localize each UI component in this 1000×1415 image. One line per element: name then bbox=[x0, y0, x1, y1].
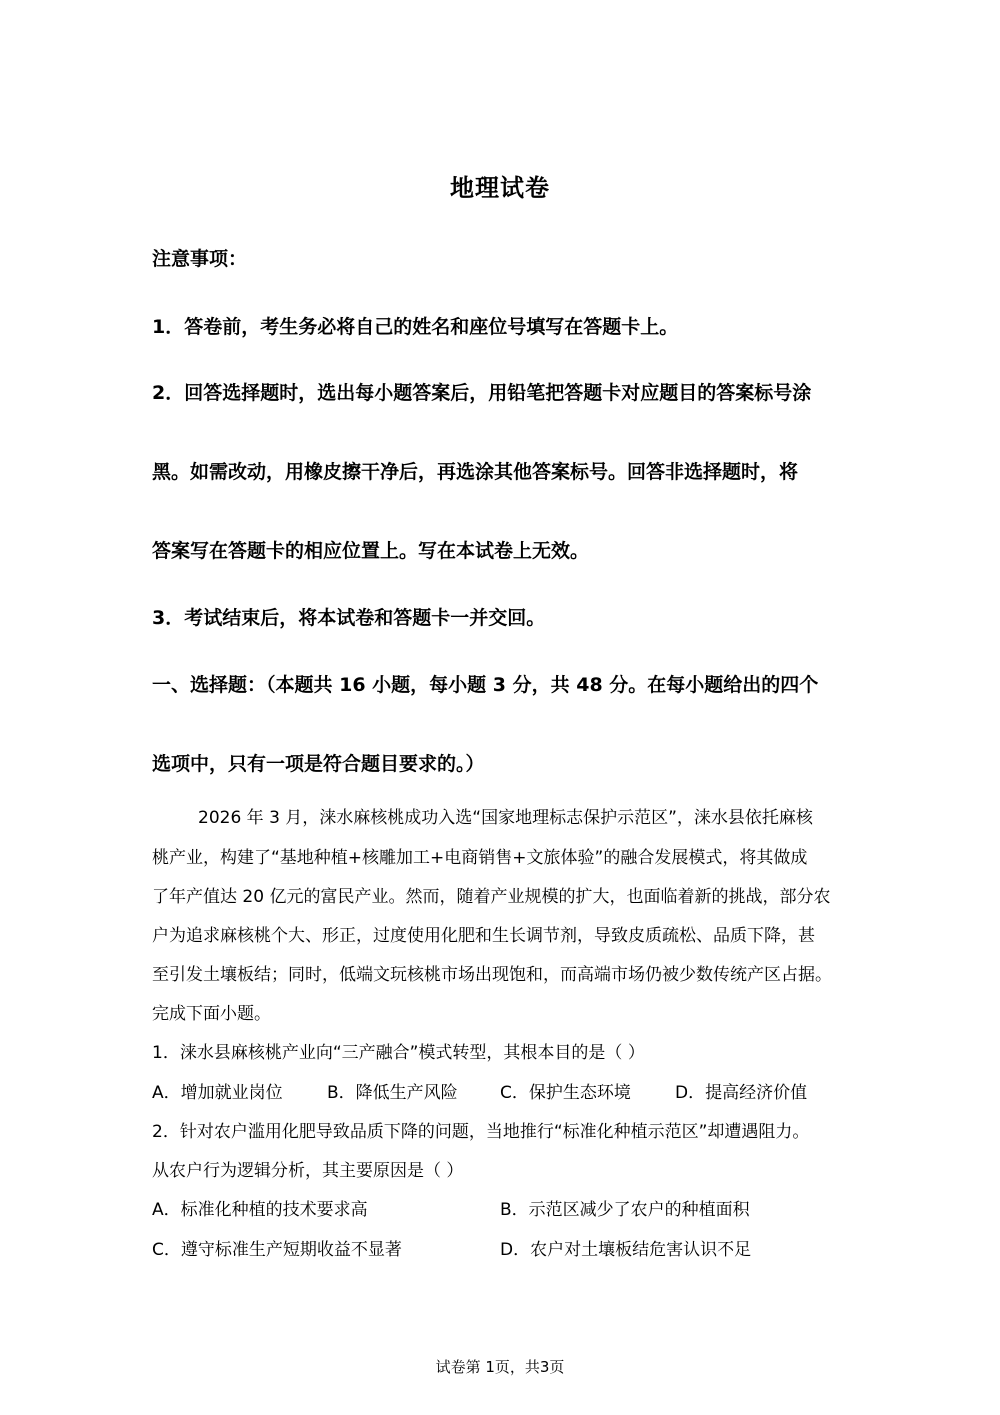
question-2-option-d: D．农户对土壤板结危害认识不足 bbox=[500, 1240, 752, 1260]
passage-line-2: 桃产业，构建了“基地种植+核雕加工+电商销售+文旅体验”的融合发展模式，将其做成 bbox=[152, 848, 808, 868]
passage-line-1: 2026 年 3 月，涞水麻核桃成功入选“国家地理标志保护示范区”，涞水县依托麻核 bbox=[198, 808, 813, 828]
question-1-option-b: B．降低生产风险 bbox=[327, 1083, 458, 1103]
notice-item-1: 1．答卷前，考生务必将自己的姓名和座位号填写在答题卡上。 bbox=[152, 316, 679, 338]
notice-heading: 注意事项： bbox=[152, 248, 248, 270]
page-title: 地理试卷 bbox=[450, 174, 550, 202]
passage-line-6: 完成下面小题。 bbox=[152, 1004, 271, 1024]
question-2-stem-line-1: 2．针对农户滥用化肥导致品质下降的问题，当地推行“标准化种植示范区”却遭遇阻力。 bbox=[152, 1122, 810, 1142]
question-2-option-a: A．标准化种植的技术要求高 bbox=[152, 1200, 368, 1220]
question-2-option-c: C．遵守标准生产短期收益不显著 bbox=[152, 1240, 402, 1260]
passage-line-3: 了年产值达 20 亿元的富民产业。然而，随着产业规模的扩大，也面临着新的挑战，部分农 bbox=[152, 887, 831, 907]
notice-item-2-line-2: 黑。如需改动，用橡皮擦干净后，再选涂其他答案标号。回答非选择题时，将 bbox=[152, 461, 799, 483]
notice-item-2-line-3: 答案写在答题卡的相应位置上。写在本试卷上无效。 bbox=[152, 540, 590, 562]
question-1-option-c: C．保护生态环境 bbox=[500, 1083, 631, 1103]
passage-line-4: 户为追求麻核桃个大、形正，过度使用化肥和生长调节剂，导致皮质疏松、品质下降，甚 bbox=[152, 926, 815, 946]
question-1-stem: 1．涞水县麻核桃产业向“三产融合”模式转型，其根本目的是（ ） bbox=[152, 1043, 645, 1063]
question-2-option-b: B．示范区减少了农户的种植面积 bbox=[500, 1200, 750, 1220]
question-1-option-a: A．增加就业岗位 bbox=[152, 1083, 283, 1103]
notice-item-2-line-1: 2．回答选择题时，选出每小题答案后，用铅笔把答题卡对应题目的答案标号涂 bbox=[152, 382, 812, 404]
question-1-option-d: D．提高经济价值 bbox=[675, 1083, 808, 1103]
question-2-stem-line-2: 从农户行为逻辑分析，其主要原因是（ ） bbox=[152, 1161, 464, 1181]
notice-item-3: 3．考试结束后，将本试卷和答题卡一并交回。 bbox=[152, 607, 546, 629]
section-heading-line-2: 选项中，只有一项是符合题目要求的。） bbox=[152, 753, 485, 775]
page-footer: 试卷第 1页，共3页 bbox=[435, 1358, 565, 1376]
section-heading-line-1: 一、选择题：（本题共 16 小题，每小题 3 分，共 48 分。在每小题给出的四个 bbox=[152, 674, 819, 696]
passage-line-5: 至引发土壤板结；同时，低端文玩核桃市场出现饱和，而高端市场仍被少数传统产区占据。 bbox=[152, 965, 832, 985]
